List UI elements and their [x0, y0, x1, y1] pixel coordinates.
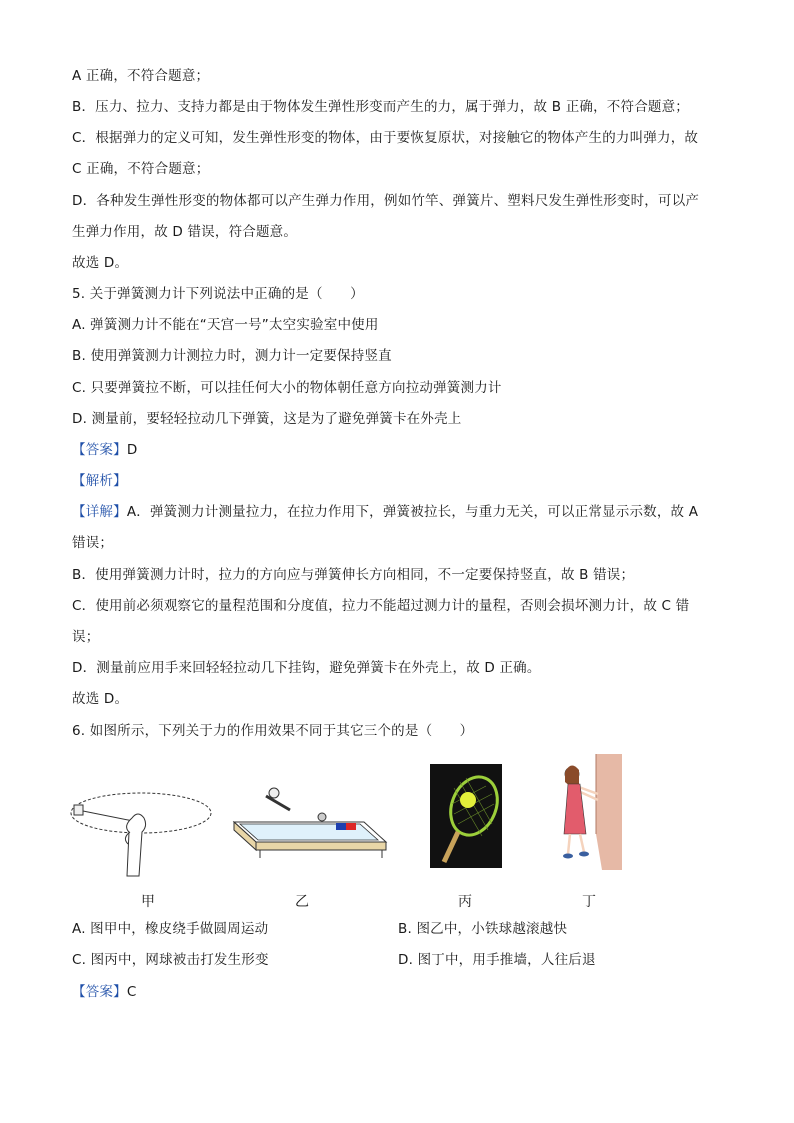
- text-line: 故选 D。: [72, 255, 129, 271]
- text-line: A 正确，不符合题意；: [72, 68, 210, 84]
- question-6-option-d: D. 图丁中，用手推墙，人往后退: [398, 952, 596, 968]
- figure-caption-bing: 丙: [458, 894, 472, 910]
- figure-caption-yi: 乙: [295, 894, 309, 910]
- text-line: C．使用前必须观察它的量程范围和分度值，拉力不能超过测力计的量程，否则会损坏测力计，故 C 错: [72, 598, 690, 614]
- text-line: 故选 D。: [72, 691, 129, 707]
- text-line: B．使用弹簧测力计时，拉力的方向应与弹簧伸长方向相同，不一定要保持竖直，故 B 错误；: [72, 567, 635, 583]
- answer-tag: 【答案】: [72, 984, 127, 1000]
- question-6-option-a: A. 图甲中，橡皮绕手做圆周运动: [72, 921, 269, 937]
- text-line: 错误；: [72, 535, 114, 551]
- question-5-option-b: B. 使用弹簧测力计测拉力时，测力计一定要保持竖直: [72, 348, 392, 364]
- question-5-detail: [72, 502, 698, 522]
- figure-jia-eraser-circle: [66, 778, 216, 878]
- text-line: B．压力、拉力、支持力都是由于物体发生弹性形变而产生的力，属于弹力，故 B 正确，不符合题意；: [72, 99, 690, 115]
- question-5-analysis: [72, 471, 127, 491]
- text-line: C．根据弹力的定义可知，发生弹性形变的物体，由于要恢复原状，对接触它的物体产生的力叫弹力，故: [72, 130, 699, 146]
- figure-ding-push-wall: [556, 754, 624, 870]
- text-line: 误；: [72, 629, 100, 645]
- text-line: 生弹力作用，故 D 错误，符合题意。: [72, 224, 298, 240]
- answer-value: D: [126, 442, 138, 458]
- question-6-answer: [72, 982, 136, 1002]
- answer-value: C: [126, 984, 137, 1000]
- figure-bing-tennis-racket: [430, 764, 502, 868]
- question-5-answer: [72, 440, 137, 460]
- question-5-option-a: A. 弹簧测力计不能在“天宫一号”太空实验室中使用: [72, 317, 379, 333]
- analysis-tag: 【解析】: [72, 473, 127, 489]
- figure-caption-jia: 甲: [141, 894, 155, 910]
- detail-text: A．弹簧测力计测量拉力，在拉力作用下，弹簧被拉长，与重力无关，可以正常显示示数，故 A: [126, 504, 699, 520]
- question-5-option-d: D. 测量前，要轻轻拉动几下弹簧，这是为了避免弹簧卡在外壳上: [72, 411, 462, 427]
- detail-tag: 【详解】: [72, 504, 127, 520]
- text-line: D．测量前应用手来回轻轻拉动几下挂钩，避免弹簧卡在外壳上，故 D 正确。: [72, 660, 541, 676]
- question-5-stem: 5. 关于弹簧测力计下列说法中正确的是（ ）: [72, 286, 364, 302]
- answer-tag: 【答案】: [72, 442, 127, 458]
- question-6-option-c: C. 图丙中，网球被击打发生形变: [72, 952, 269, 968]
- question-6-stem: 6. 如图所示，下列关于力的作用效果不同于其它三个的是（ ）: [72, 723, 474, 739]
- figure-yi-ball-magnet: [230, 780, 390, 880]
- figure-caption-ding: 丁: [582, 894, 596, 910]
- text-line: C 正确，不符合题意；: [72, 161, 210, 177]
- question-5-option-c: C. 只要弹簧拉不断，可以挂任何大小的物体朝任意方向拉动弹簧测力计: [72, 380, 502, 396]
- text-line: D．各种发生弹性形变的物体都可以产生弹力作用，例如竹竿、弹簧片、塑料尺发生弹性形变时，可以产: [72, 193, 700, 209]
- question-6-option-b: B. 图乙中，小铁球越滚越快: [398, 921, 568, 937]
